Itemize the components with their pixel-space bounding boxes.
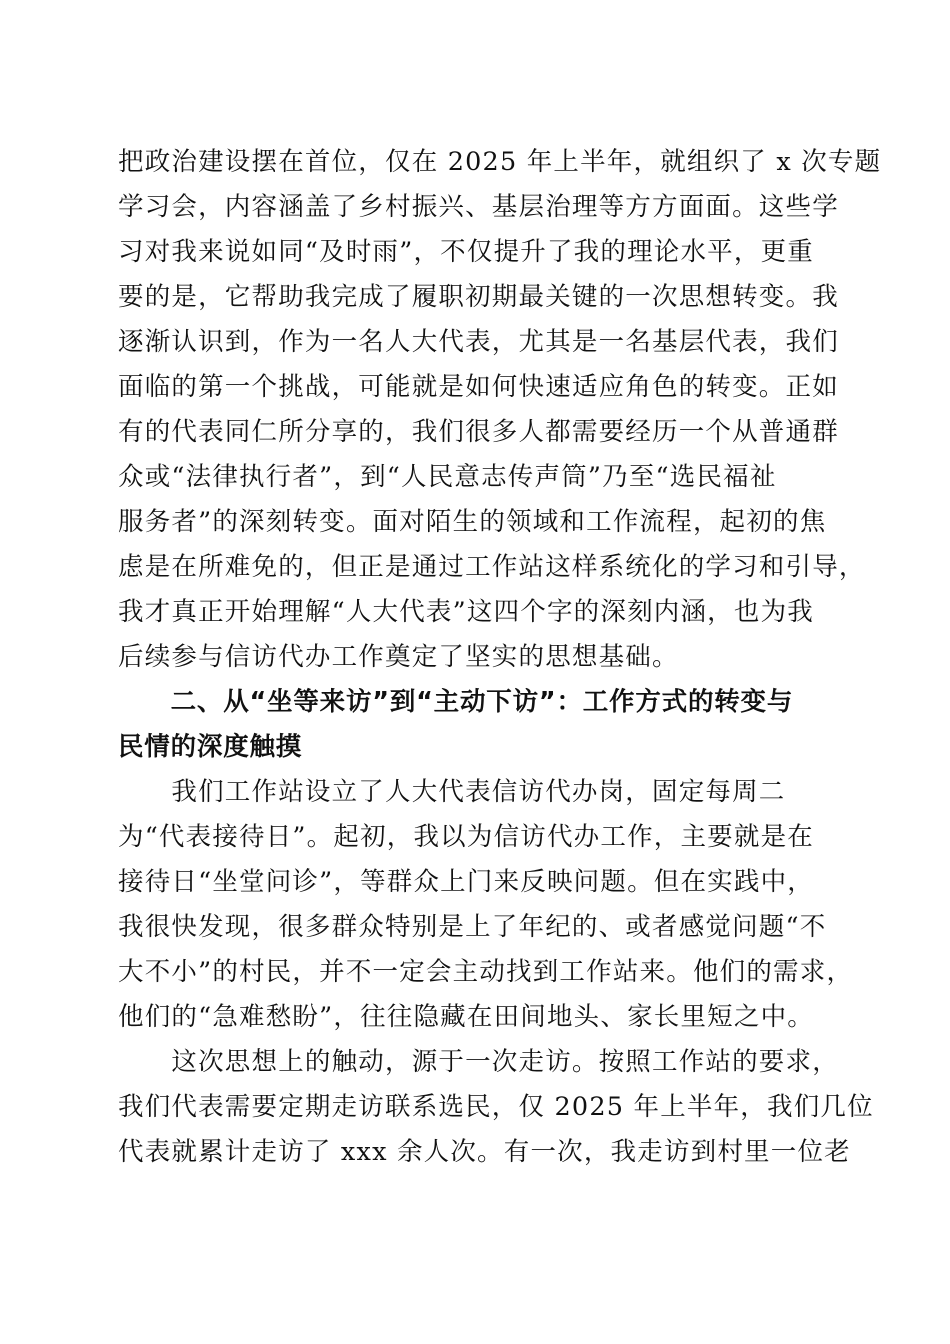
body-text-line: 我才真正开始理解“人大代表”这四个字的深刻内涵，也为我: [118, 597, 814, 627]
body-text-line: 众或“法律执行者”，到“人民意志传声筒”乃至“选民福祉: [118, 462, 777, 492]
body-text-line: 服务者”的深刻转变。面对陌生的领域和工作流程，起初的焦: [118, 507, 827, 537]
body-text-line: 把政治建设摆在首位，仅在 2025 年上半年，就组织了 x 次专题: [118, 147, 882, 177]
section-heading-line: 民情的深度触摸: [118, 732, 303, 762]
body-text-line: 这次思想上的触动，源于一次走访。按照工作站的要求，: [118, 1047, 839, 1077]
body-text-line: 代表就累计走访了 xxx 余人次。有一次，我走访到村里一位老: [118, 1137, 851, 1167]
body-text-line: 学习会，内容涵盖了乡村振兴、基层治理等方方面面。这些学: [118, 192, 839, 222]
body-text-line: 习对我来说如同“及时雨”，不仅提升了我的理论水平，更重: [118, 237, 814, 267]
section-heading-line: 二、从“坐等来访”到“主动下访”：工作方式的转变与: [118, 687, 794, 717]
body-text-line: 大不小”的村民，并不一定会主动找到工作站来。他们的需求，: [118, 957, 854, 987]
body-text-line: 我们工作站设立了人大代表信访代办岗，固定每周二: [118, 777, 786, 807]
body-text-line: 逐渐认识到，作为一名人大代表，尤其是一名基层代表，我们: [118, 327, 839, 357]
body-text-line: 他们的“急难愁盼”，往往隐藏在田间地头、家长里短之中。: [118, 1002, 814, 1032]
body-text-line: 为“代表接待日”。起初，我以为信访代办工作，主要就是在: [118, 822, 814, 852]
body-text-line: 虑是在所难免的，但正是通过工作站这样系统化的学习和引导，: [118, 552, 866, 582]
body-text-line: 我们代表需要定期走访联系选民，仅 2025 年上半年，我们几位: [118, 1092, 874, 1122]
body-text-line: 要的是，它帮助我完成了履职初期最关键的一次思想转变。我: [118, 282, 839, 312]
body-text-line: 面临的第一个挑战，可能就是如何快速适应角色的转变。正如: [118, 372, 839, 402]
body-text-line: 后续参与信访代办工作奠定了坚实的思想基础。: [118, 642, 679, 672]
body-text-line: 接待日“坐堂问诊”，等群众上门来反映问题。但在实践中，: [118, 867, 814, 897]
body-text-line: 我很快发现，很多群众特别是上了年纪的、或者感觉问题“不: [118, 912, 827, 942]
body-text-line: 有的代表同仁所分享的，我们很多人都需要经历一个从普通群: [118, 417, 839, 447]
